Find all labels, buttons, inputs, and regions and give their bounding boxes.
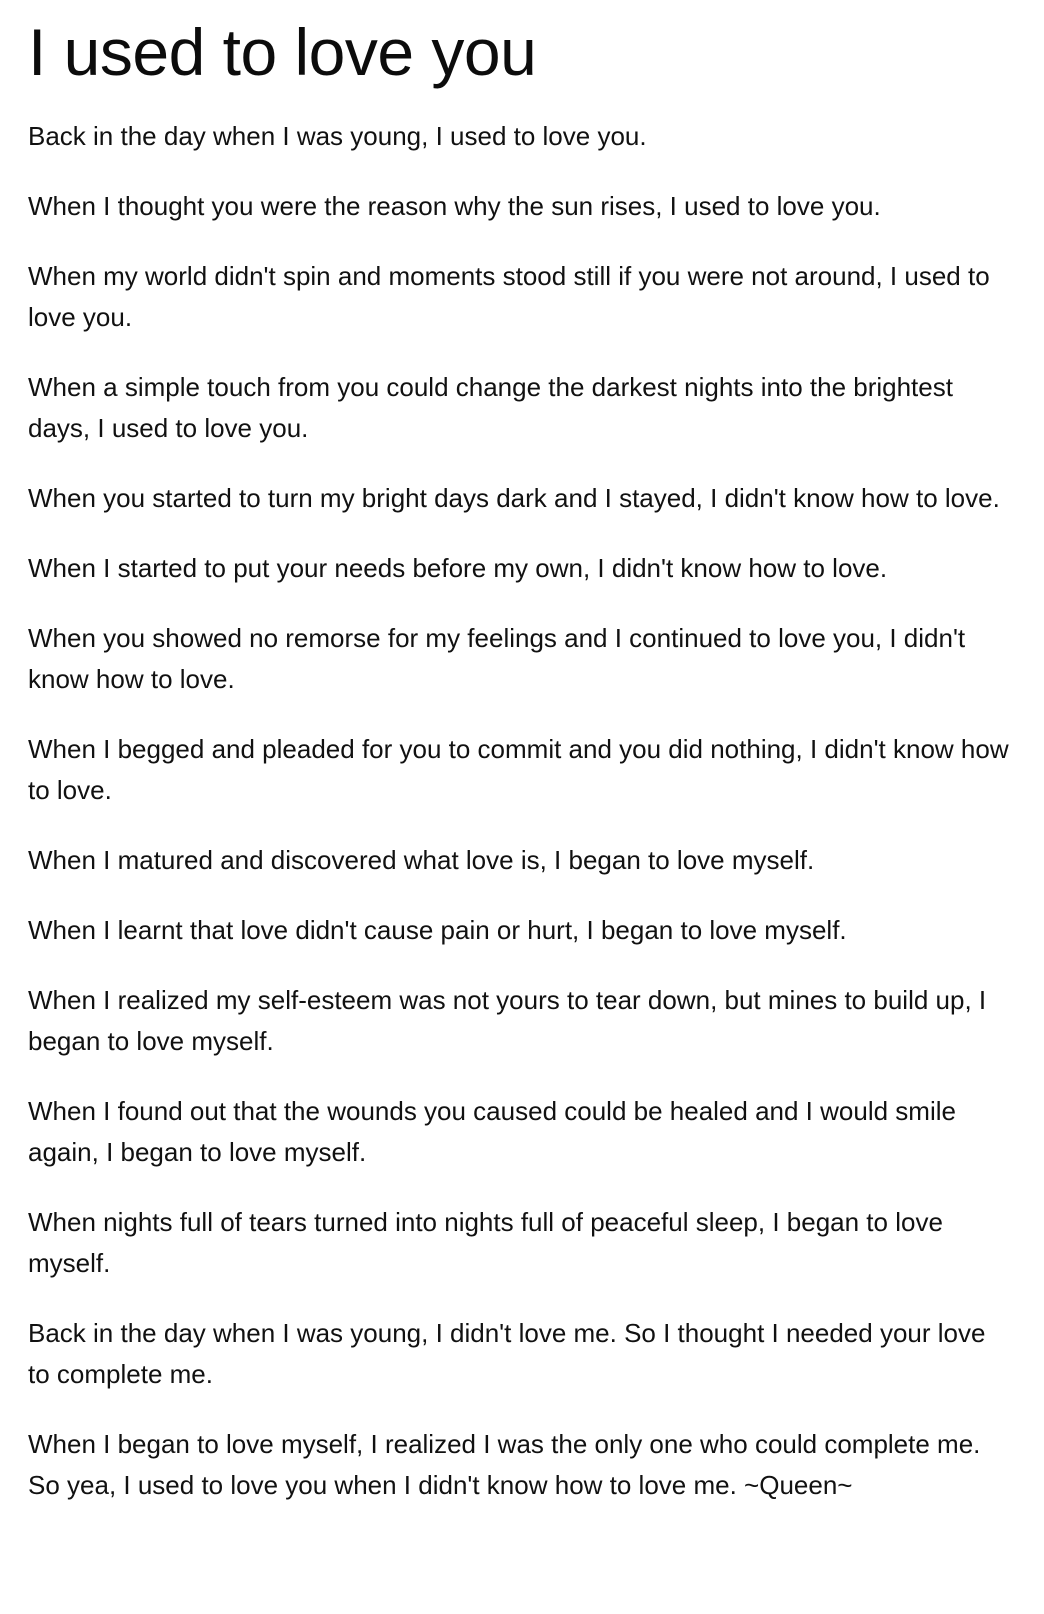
stanza-3: When my world didn't spin and moments stood still if you were not around, I used to love you.: [28, 261, 997, 332]
stanza-7: When you showed no remorse for my feelings and I continued to love you, I didn't know how to love.: [28, 623, 973, 694]
stanza-14: Back in the day when I was young, I didn't love me. So I thought I needed your love to complete me.: [28, 1318, 993, 1389]
stanza-15: When I began to love myself, I realized I was the only one who could complete me. So yea, I used to love you when I didn't know how to love me. ~Queen~: [28, 1429, 995, 1500]
stanza-8: When I begged and pleaded for you to commit and you did nothing, I didn't know how to love.: [28, 734, 1016, 805]
stanza-1: Back in the day when I was young, I used to love you.: [28, 121, 647, 151]
stanza-6: When I started to put your needs before my own, I didn't know how to love.: [28, 553, 888, 583]
stanza-4: When a simple touch from you could change the darkest nights into the brightest days, I used to love you.: [28, 372, 961, 443]
poem-body: [28, 116, 1014, 1506]
stanza-10: When I learnt that love didn't cause pain or hurt, I began to love myself.: [28, 915, 847, 945]
stanza-5: When you started to turn my bright days dark and I stayed, I didn't know how to love.: [28, 483, 1000, 513]
stanza-11: When I realized my self-esteem was not yours to tear down, but mines to build up, I began to love myself.: [28, 985, 994, 1056]
stanza-13: When nights full of tears turned into nights full of peaceful sleep, I began to love myself.: [28, 1207, 951, 1278]
stanza-2: When I thought you were the reason why the sun rises, I used to love you.: [28, 191, 881, 221]
stanza-12: When I found out that the wounds you caused could be healed and I would smile again, I began to love myself.: [28, 1096, 964, 1167]
stanza-9: When I matured and discovered what love is, I began to love myself.: [28, 845, 815, 875]
poem-title: I used to love you: [28, 15, 537, 89]
